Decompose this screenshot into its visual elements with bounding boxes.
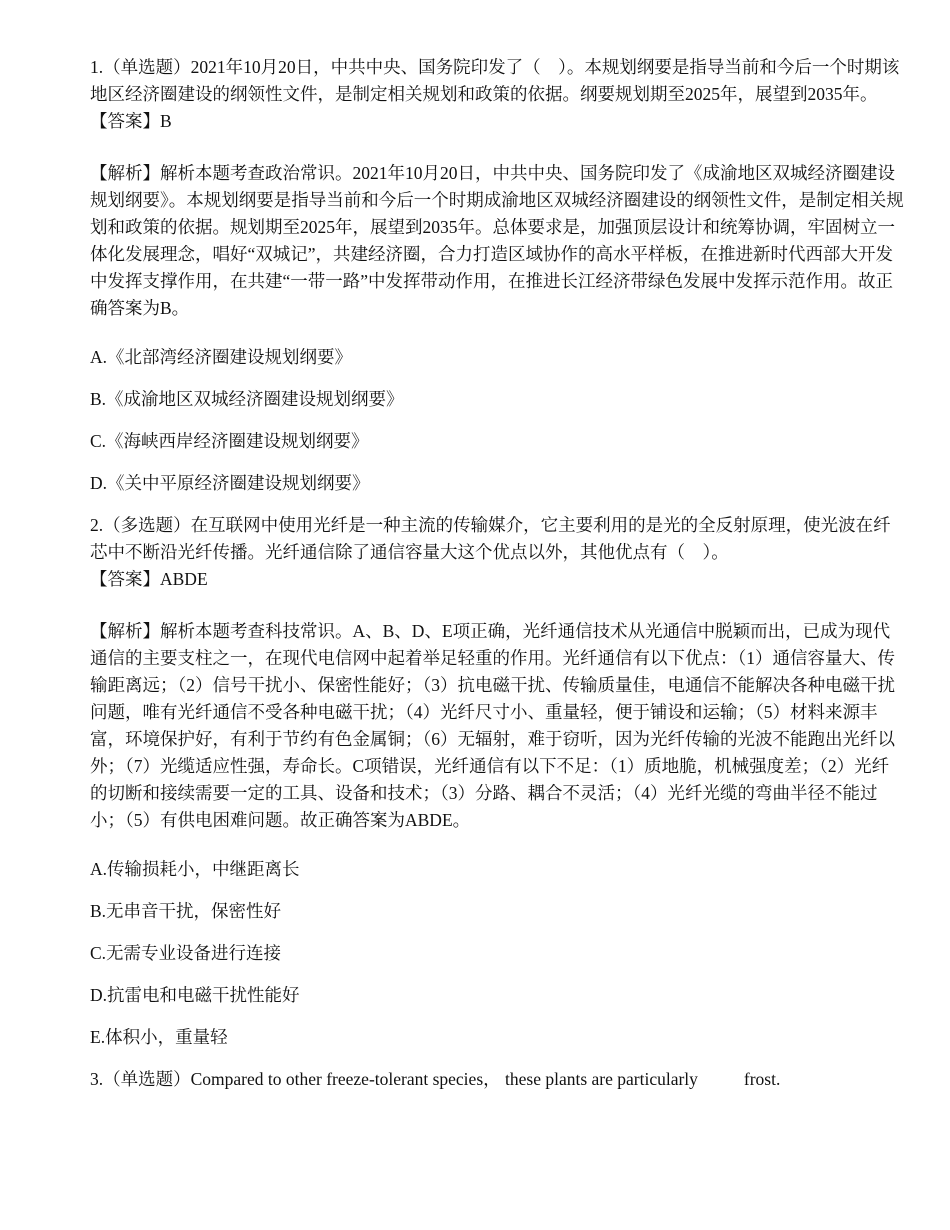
question-2-option-c: C.无需专业设备进行连接 (90, 943, 282, 963)
question-3-stem-suffix: frost. (743, 1069, 781, 1089)
question-3 (90, 1066, 906, 1093)
question-2-option-d: D.抗雷电和电磁干扰性能好 (90, 985, 300, 1005)
question-2-answer: 【答案】ABDE (90, 569, 208, 589)
question-2-option-b: B.无串音干扰，保密性好 (90, 901, 282, 921)
question-1-stem: 1.（单选题）2021年10月20日，中共中央、国务院印发了（ ）。本规划纲要是指导当前和今后一个时期该地区经济圈建设的纲领性文件，是制定相关规划和政策的依据。纲要规划期至2025年，展望到2035年。 (90, 57, 900, 104)
question-2-analysis: 【解析】解析本题考查科技常识。A、B、D、E项正确，光纤通信技术从光通信中脱颖而出，已成为现代通信的主要支柱之一，在现代电信网中起着举足轻重的作用。光纤通信有以下优点：（1）通信容量大、传输距离远；（2）信号干扰小、保密性能好；（3）抗电磁干扰、传输质量佳，电通信不能解决各种电磁干扰问题，唯有光纤通信不受各种电磁干扰；（4）光纤尺寸小、重量轻，便于铺设和运输；（5）材料来源丰富，环境保护好，有利于节约有色金属铜；（6）无辐射，难于窃听，因为光纤传输的光波不能跑出光纤以外；（7）光缆适应性强，寿命长。C项错误，光纤通信有以下不足：（1）质地脆，机械强度差；（2）光纤的切断和接续需要一定的工具、设备和技术；（3）分路、耦合不灵活；（4）光纤光缆的弯曲半径不能过小；（5）有供电困难问题。故正确答案为ABDE。 (90, 621, 895, 830)
question-2-option-e: E.体积小，重量轻 (90, 1027, 228, 1047)
document-page (90, 54, 906, 1093)
question-3-stem-prefix: 3.（单选题）Compared to other freeze-tolerant species， these plants are particularly (90, 1069, 698, 1089)
question-1-option-b: B.《成渝地区双城经济圈建设规划纲要》 (90, 389, 404, 409)
question-2-option-a: A.传输损耗小，中继距离长 (90, 859, 300, 879)
question-1-option-d: D.《关中平原经济圈建设规划纲要》 (90, 473, 370, 493)
question-2-stem: 2.（多选题）在互联网中使用光纤是一种主流的传输媒介，它主要利用的是光的全反射原理，使光波在纤芯中不断沿光纤传播。光纤通信除了通信容量大这个优点以外，其他优点有（ ）。 (90, 515, 891, 562)
question-1-option-c: C.《海峡西岸经济圈建设规划纲要》 (90, 431, 369, 451)
question-1-option-a: A.《北部湾经济圈建设规划纲要》 (90, 347, 353, 367)
question-2 (90, 512, 906, 1051)
question-1-analysis: 【解析】解析本题考查政治常识。2021年10月20日，中共中央、国务院印发了《成渝地区双城经济圈建设规划纲要》。本规划纲要是指导当前和今后一个时期成渝地区双城经济圈建设的纲领性文件，是制定相关规划和政策的依据。规划期至2025年，展望到2035年。总体要求是，加强顶层设计和统筹协调，牢固树立一体化发展理念，唱好“双城记”，共建经济圈，合力打造区域协作的高水平样板，在推进新时代西部大开发中发挥支撑作用，在共建“一带一路”中发挥带动作用，在推进长江经济带绿色发展中发挥示范作用。故正确答案为B。 (90, 163, 904, 318)
question-3-stem (90, 1066, 906, 1093)
question-1-answer: 【答案】B (90, 111, 172, 131)
question-1 (90, 54, 906, 497)
